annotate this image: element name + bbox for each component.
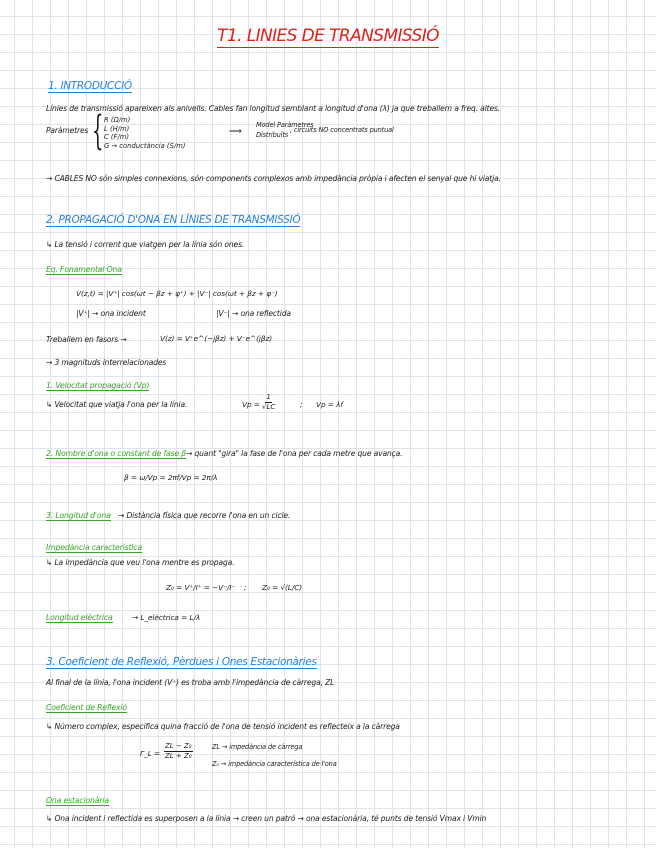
- model-line-1: Model Paràmetres: [256, 121, 314, 129]
- z0-equation: Z₀ = V⁺/I⁺ = −V⁻/I⁻: [166, 583, 236, 592]
- lambda-heading: 3. Longitud d'ona: [46, 511, 111, 520]
- gamma-eq-left: Γ_L =: [140, 749, 160, 758]
- gamma-numerator: ZL − Z₀: [165, 742, 192, 750]
- gamma-text: ↳ Número complex, especifica quina fracció de l'ona de tensió incident es reflecteix a la càrrega: [46, 722, 400, 731]
- elec-length-eq: → L_elèctrica = L/λ: [132, 613, 201, 622]
- cables-note: → CABLES NO són simples connexions, són components complexos amb impedància pròpia i afecten el senyal que hi viatja.: [46, 174, 501, 183]
- brace-icon: {: [92, 108, 104, 154]
- vp-heading: 1. Velocitat propagació (Vp): [46, 381, 150, 390]
- section-1-heading: 1. INTRODUCCIÓ: [48, 80, 132, 92]
- vp-text: ↳ Velocitat que viatja l'ona per la línia.: [46, 400, 188, 409]
- intro-line: Línies de transmissió apareixen als anivells. Cables fan longitud semblant a longitud d'ona (λ) ja que treballem a freq. altes.: [46, 104, 501, 113]
- z0-heading: Impedància característica: [46, 543, 142, 552]
- param-l: L (H/m): [104, 124, 130, 133]
- s3-line1: Al final de la línia, l'ona incident (V⁺) es troba amb l'impedància de càrrega, ZL: [46, 678, 335, 687]
- eq-fonamental-heading: Eq. Fonamental Ona: [46, 265, 122, 274]
- vp-separator: ;: [300, 400, 303, 409]
- incident-wave-note: |V⁺| → ona incident: [76, 309, 146, 318]
- s2-intro: ↳ La tensió i corrent que viatgen per la línia són ones.: [46, 240, 245, 249]
- standing-wave-text: ↳ Ona incident i reflectida es superposen a la línia → creen un patró → ona estacionària, té punts de tensió Vmax i Vmin: [46, 814, 487, 823]
- standing-wave-heading: Ona estacionària: [46, 796, 109, 805]
- beta-equation: β = ω/Vp = 2πf/Vp = 2π/λ: [124, 473, 218, 482]
- section-3-heading: 3. Coeficient de Reflexió, Pèrdues i Ones Estacionàries: [46, 656, 317, 668]
- wave-equation: V(z,t) = |V⁺| cos(ωt − βz + φ⁺) + |V⁻| cos(ωt + βz + φ⁻): [76, 289, 278, 298]
- vp-denominator: √LC: [262, 403, 276, 411]
- model-tail: , circuits NO concentrats puntual: [290, 126, 394, 134]
- model-line-2: Distribuïts: [256, 131, 289, 139]
- z0-definition: Z₀ → impedància característica de l'ona: [212, 760, 337, 768]
- implies-arrow-icon: ⟹: [229, 127, 242, 137]
- param-r: R (Ω/m): [104, 116, 131, 124]
- param-c: C (F/m): [104, 133, 130, 142]
- gamma-heading: Coeficient de Reflexió: [46, 703, 127, 712]
- gamma-denominator: ZL + Z₀: [165, 752, 192, 760]
- magnitudes-note: → 3 magnituds interrelacionades: [46, 358, 167, 367]
- page-title: T1. LINIES DE TRANSMISSIÓ: [217, 26, 439, 46]
- vp-eq-left: Vp =: [242, 400, 260, 409]
- phasor-equation: V(z) = V⁺e^(−jβz) + V⁻e^(jβz): [160, 334, 273, 343]
- beta-text: → quant "gira" la fase de l'ona per cada metre que avança.: [186, 449, 403, 458]
- elec-length-heading: Longitud elèctrica: [46, 613, 113, 622]
- z0-separator: ;: [244, 583, 247, 592]
- beta-heading: 2. Nombre d'ona o constant de fase β: [46, 449, 187, 458]
- phasor-label: Treballem en fasors →: [46, 335, 127, 344]
- lambda-text: → Distància física que recorre l'ona en un cicle.: [118, 511, 291, 520]
- section-2-heading: 2. PROPAGACIÓ D'ONA EN LÍNIES DE TRANSMISSIÓ: [46, 214, 301, 226]
- vp-fraction: [262, 393, 275, 412]
- z0-equation-2: Z₀ = √(L/C): [262, 583, 303, 592]
- vp-eq-2: Vp = λf: [316, 400, 343, 409]
- z0-text: ↳ La impedància que veu l'ona mentre es propaga.: [46, 558, 235, 567]
- zl-definition: ZL → impedància de càrrega: [212, 743, 303, 751]
- vp-numerator: 1: [266, 393, 271, 401]
- params-label: Paràmetres: [46, 126, 89, 135]
- gamma-fraction: [164, 742, 193, 761]
- reflected-wave-note: |V⁻| → ona reflectida: [216, 309, 291, 318]
- params-list: [104, 116, 185, 150]
- param-g: G → conductància (S/m): [104, 141, 186, 150]
